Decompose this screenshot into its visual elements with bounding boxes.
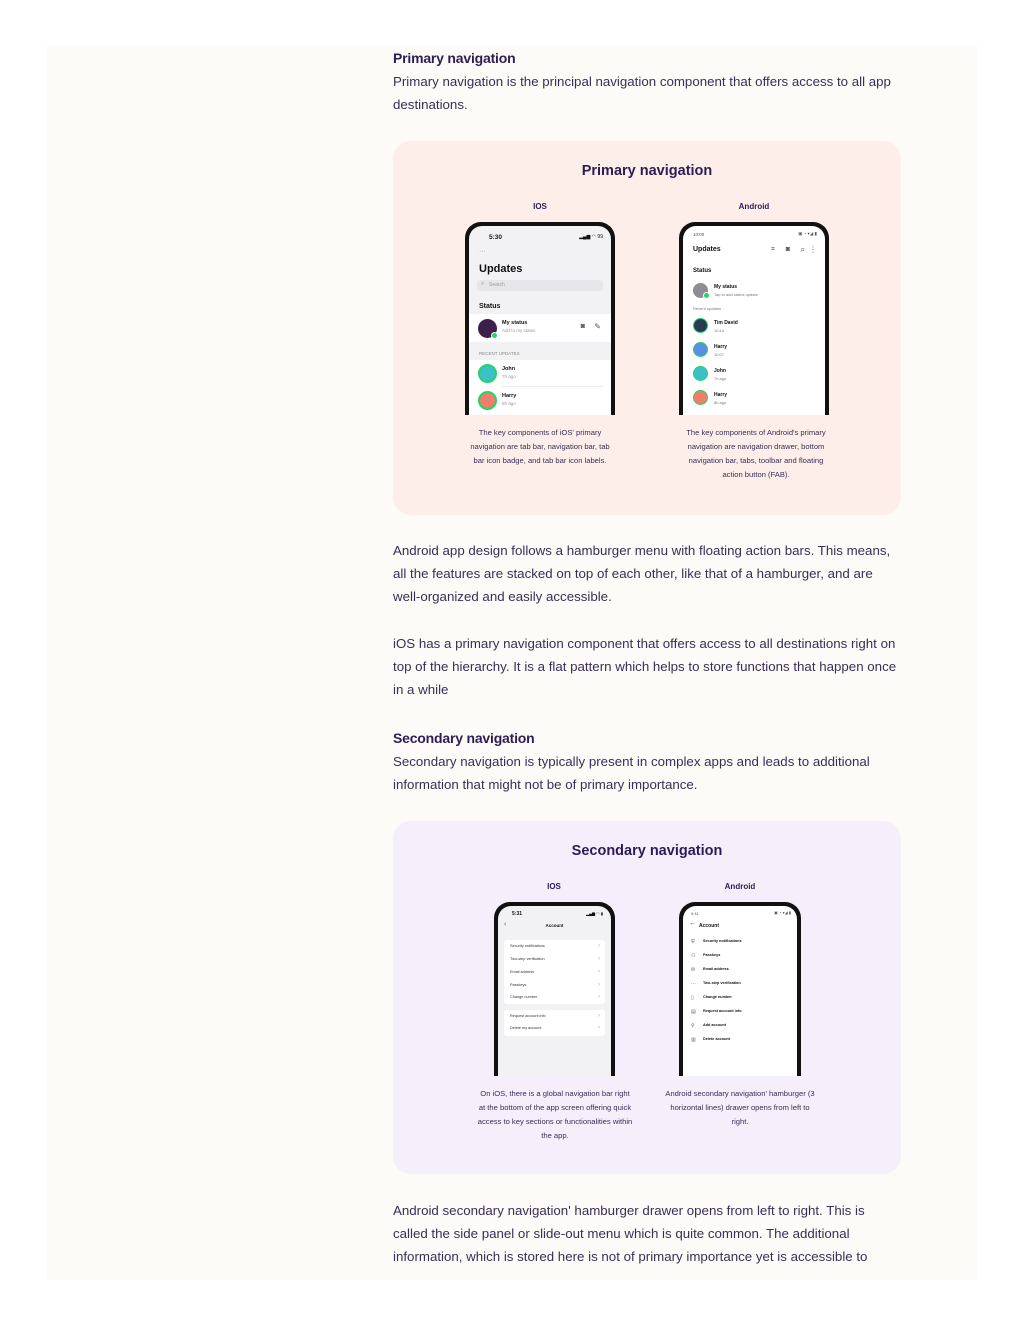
screen-title: Updates [479, 263, 523, 275]
menu-item-security[interactable]: Security notifications [510, 944, 545, 948]
chevron-right-icon: › [598, 1013, 600, 1019]
menu-item-passkeys[interactable]: Passkeys [510, 983, 527, 987]
menu-item-change-number[interactable]: Change number [510, 995, 538, 999]
search-icon[interactable]: ⌕ [800, 245, 805, 254]
contact-avatar [478, 364, 497, 383]
trash-icon: ▥ [691, 1037, 696, 1043]
chevron-right-icon: › [598, 969, 600, 975]
screen-title: Account [545, 923, 564, 928]
contact-avatar [478, 391, 497, 410]
android-caption: The key components of Android's primary navigation are navigation drawer, bottom navigation bar, tabs, toolbar and floating action button (FAB). [686, 428, 826, 479]
contact-time: 7h ago [502, 374, 516, 379]
ios-account-phone [494, 902, 615, 1076]
my-status-row[interactable] [469, 314, 611, 342]
contact-time: 8h ago [502, 401, 516, 406]
phone-icon: ▯ [691, 995, 694, 1001]
android-paragraph: Android app design follows a hamburger menu with floating action bars. This means, all the features are stacked on top of each other, like that of a hamburger, and are well-organized and easily accessible. [393, 543, 891, 604]
menu-item-email[interactable]: Email address [703, 967, 729, 971]
contact-name[interactable]: John [502, 366, 516, 372]
more-icon[interactable]: ··· [479, 248, 486, 255]
section-intro: Primary navigation is the principal navigation component that offers access to all app destinations. [393, 74, 891, 112]
ios-caption: The key components of iOS' primary navigation are tab bar, navigation bar, tab bar icon badge, and tab bar icon labels. [470, 428, 610, 465]
search-placeholder: Search [489, 282, 505, 288]
recent-updates-list [469, 360, 611, 415]
android-caption: Android secondary navigation' hamburger (3 horizontal lines) drawer opens from left to right. [665, 1089, 815, 1126]
menu-item-two-step[interactable]: Two-step verification [510, 957, 545, 961]
menu-item-delete-account[interactable]: Delete account [703, 1037, 731, 1041]
status-icons: ▣ ◔ ▾◢ ▮ [774, 910, 791, 915]
card-title: Secondary navigation [571, 843, 723, 859]
my-status-sub: Add to my status [502, 328, 536, 333]
back-arrow-icon[interactable]: ← [689, 920, 696, 927]
menu-item-request-info[interactable]: Request account info [703, 1009, 742, 1013]
account-data-group [504, 1010, 605, 1036]
contact-avatar [693, 342, 708, 357]
pencil-icon[interactable]: ✎ [594, 322, 601, 331]
screen-title: Updates [693, 246, 721, 253]
my-status-sub: Tap to add status update [714, 292, 758, 297]
ios-label: IOS [533, 202, 547, 211]
contact-name[interactable]: Harry [502, 393, 517, 399]
status-time: 5:30 [489, 234, 503, 241]
recent-updates-header: RECENT UPDATES [479, 351, 520, 356]
account-settings-group [504, 940, 605, 1004]
camera-icon[interactable]: ◙ [785, 246, 790, 253]
contact-avatar [693, 390, 708, 405]
secondary-navigation-card [393, 821, 901, 1174]
android-account-phone [679, 902, 801, 1076]
status-header: Status [479, 303, 501, 310]
search-icon: ⌕ [481, 281, 485, 287]
android-label: Android [724, 882, 756, 891]
my-status-label[interactable]: My status [714, 284, 738, 290]
contact-name[interactable]: Tim David [714, 320, 738, 326]
divider [502, 386, 603, 387]
bottom-paragraph-container [393, 1199, 903, 1267]
add-status-badge [703, 292, 710, 299]
contact-name[interactable]: John [714, 368, 726, 374]
status-time: 10:00 [693, 232, 705, 237]
contact-time: 8h ago [714, 400, 727, 405]
contact-avatar [693, 366, 708, 381]
document-icon: ▤ [691, 1009, 696, 1015]
chevron-right-icon: › [598, 994, 600, 1000]
contact-time: 7h ago [714, 376, 727, 381]
ios-caption: On iOS, there is a global navigation bar right at the bottom of the app screen offering quick access to key sections or functionalities within the app. [477, 1089, 633, 1140]
email-icon: ✉ [691, 967, 696, 973]
ios-label: IOS [547, 882, 561, 891]
my-status-label: My status [502, 320, 528, 326]
section-heading: Secondary navigation [393, 730, 535, 746]
android-label: Android [738, 202, 770, 211]
section-intro: Secondary navigation is typically present in complex apps and leads to additional information that might not be of primary importance. [393, 754, 870, 792]
body-paragraphs [393, 539, 903, 701]
contact-name[interactable]: Harry [714, 344, 728, 350]
status-header: Status [693, 268, 712, 274]
status-icons: ▣ ◔ ▾◢ ▮ [798, 231, 817, 236]
menu-item-passkeys[interactable]: Passkeys [703, 953, 721, 957]
status-icons: ▂▄▆ ◠ ▮ [586, 911, 603, 916]
ios-phone-mockup [465, 222, 615, 415]
contact-name[interactable]: Harry [714, 392, 728, 398]
chevron-right-icon: › [598, 943, 600, 949]
card-title: Primary navigation [581, 163, 713, 179]
contact-time: 10:07 [714, 352, 725, 357]
search-input[interactable] [477, 280, 603, 291]
android-phone-mockup [679, 222, 829, 415]
menu-item-email[interactable]: Email address [510, 970, 535, 974]
recent-updates-header: Recent updates [693, 306, 722, 311]
menu-item-two-step[interactable]: Two-step verification [703, 981, 741, 985]
section-primary-navigation [393, 50, 903, 116]
menu-item-add-account[interactable]: Add account [703, 1023, 726, 1027]
qr-scan-icon[interactable]: ⌗ [771, 246, 775, 253]
chevron-right-icon: › [598, 1025, 600, 1031]
primary-navigation-card [393, 141, 901, 515]
section-heading: Primary navigation [393, 50, 516, 66]
menu-item-delete-account[interactable]: Delete my account [510, 1026, 542, 1030]
contact-time: 10:14 [714, 328, 725, 333]
menu-item-request-info[interactable]: Request account info [510, 1014, 546, 1018]
bottom-paragraph: Android secondary navigation' hamburger drawer opens from left to right. This is called the side panel or slide-out menu which is quite common. The additional information, which is stored here is not of primary importance yet is accessible to [393, 1203, 868, 1264]
menu-item-security[interactable]: Security notifications [703, 939, 742, 943]
add-status-badge [491, 332, 498, 339]
passkey-icon: ⚇ [691, 953, 696, 959]
ios-paragraph: iOS has a primary navigation component that offers access to all destinations right on top of the hierarchy. It is a flat pattern which helps to store functions that happen once in a while [393, 636, 897, 697]
shield-icon: ⛨ [691, 939, 695, 945]
screen-title: Account [699, 923, 719, 929]
menu-item-change-number[interactable]: Change number [703, 995, 732, 999]
camera-icon[interactable]: ◙ [580, 323, 585, 330]
status-time: 5:31 [512, 911, 523, 917]
contact-avatar [693, 318, 708, 333]
password-icon: ⋯ [691, 981, 696, 987]
chevron-right-icon: › [598, 982, 600, 988]
chevron-right-icon: › [598, 956, 600, 962]
status-time: 9:41 [691, 911, 699, 916]
section-secondary-navigation [393, 730, 903, 796]
back-icon[interactable]: ‹ [504, 921, 507, 928]
more-vert-icon[interactable]: ⋮ [809, 245, 817, 254]
add-person-icon: ⚲ [691, 1023, 695, 1029]
status-icons: ▂▄▆ ◠ 99 [579, 234, 603, 240]
